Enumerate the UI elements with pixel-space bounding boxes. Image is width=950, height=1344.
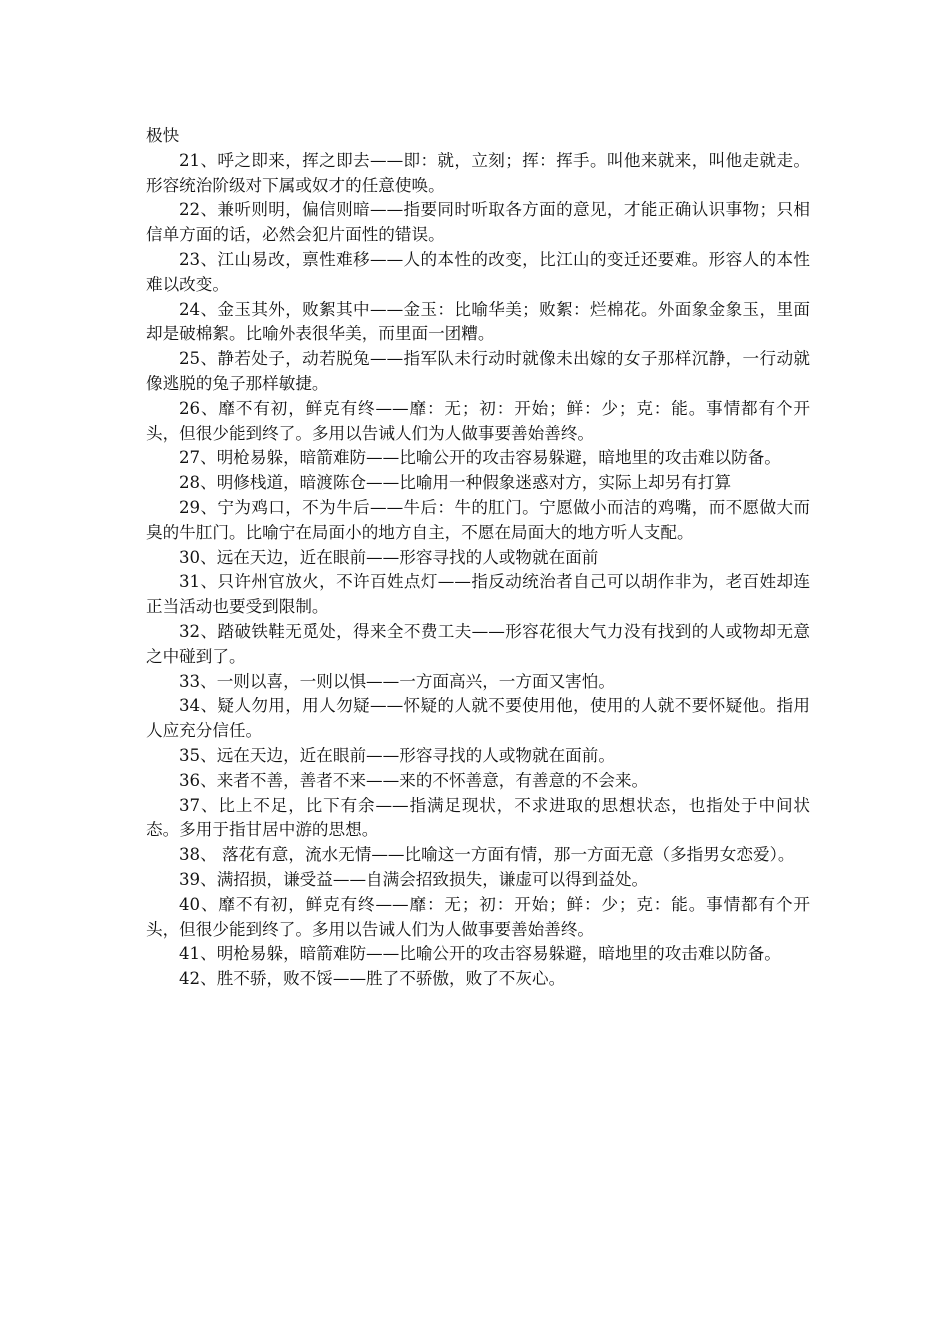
paragraph-continuation: 极快 bbox=[146, 126, 180, 145]
idiom-entry-28: 28、明修栈道，暗渡陈仓——比喻用一种假象迷惑对方，实际上却另有打算 bbox=[179, 473, 732, 493]
idiom-entry-41: 41、明枪易躲，暗箭难防——比喻公开的攻击容易躲避，暗地里的攻击难以防备。 bbox=[179, 944, 781, 964]
idiom-entry-25: 25、静若处子，动若脱兔——指军队未行动时就像未出嫁的女子那样沉静，一行动就像逃脱的兔子那样敏捷。 bbox=[146, 349, 810, 393]
idiom-entry-36: 36、来者不善，善者不来——来的不怀善意，有善意的不会来。 bbox=[179, 770, 649, 790]
idiom-entry-31: 31、只许州官放火，不许百姓点灯——指反动统治者自己可以胡作非为，老百姓却连正当活动也要受到限制。 bbox=[146, 572, 810, 617]
idiom-entry-37: 37、比上不足，比下有余——指满足现状，不求进取的思想状态，也指处于中间状态。多用于指甘居中游的思想。 bbox=[146, 795, 810, 840]
idiom-entry-35: 35、远在天边，近在眼前——形容寻找的人或物就在面前。 bbox=[179, 745, 615, 765]
idiom-entry-42: 42、胜不骄，败不馁——胜了不骄傲，败了不灰心。 bbox=[179, 969, 566, 989]
idiom-entry-40: 40、靡不有初，鲜克有终——靡：无；初：开始；鲜：少；克：能。事情都有个开头，但很少能到终了。多用以告诫人们为人做事要善始善终。 bbox=[146, 894, 810, 939]
idiom-entry-38: 38、 落花有意，流水无情——比喻这一方面有情，那一方面无意（多指男女恋爱）。 bbox=[179, 845, 795, 865]
idiom-entry-26: 26、靡不有初，鲜克有终——靡：无；初：开始；鲜：少；克：能。事情都有个开头，但很少能到终了。多用以告诫人们为人做事要善始善终。 bbox=[146, 398, 810, 443]
idiom-entry-32: 32、踏破铁鞋无觅处，得来全不费工夫——形容花很大气力没有找到的人或物却无意之中碰到了。 bbox=[146, 621, 810, 666]
idiom-entry-33: 33、一则以喜，一则以惧——一方面高兴，一方面又害怕。 bbox=[179, 671, 615, 691]
idiom-entry-34: 34、疑人勿用，用人勿疑——怀疑的人就不要使用他，使用的人就不要怀疑他。指用人应充分信任。 bbox=[146, 696, 810, 741]
idiom-entry-29: 29、宁为鸡口，不为牛后——牛后：牛的肛门。宁愿做小而洁的鸡嘴，而不愿做大而臭的牛肛门。比喻宁在局面小的地方自主，不愿在局面大的地方听人支配。 bbox=[146, 497, 810, 542]
document-page bbox=[146, 124, 810, 992]
idiom-entry-30: 30、远在天边，近在眼前——形容寻找的人或物就在面前 bbox=[179, 547, 599, 567]
idiom-entry-24: 24、金玉其外，败絮其中——金玉：比喻华美；败絮：烂棉花。外面象金象玉，里面却是破棉絮。比喻外表很华美，而里面一团糟。 bbox=[146, 299, 810, 344]
idiom-entry-21: 21、呼之即来，挥之即去——即：就，立刻；挥：挥手。叫他来就来，叫他走就走。形容统治阶级对下属或奴才的任意使唤。 bbox=[146, 150, 810, 195]
idiom-entry-39: 39、满招损，谦受益——自满会招致损失，谦虚可以得到益处。 bbox=[179, 869, 649, 889]
idiom-entry-23: 23、江山易改，禀性难移——人的本性的改变，比江山的变迁还要难。形容人的本性难以改变。 bbox=[146, 249, 810, 294]
idiom-entry-27: 27、明枪易躲，暗箭难防——比喻公开的攻击容易躲避，暗地里的攻击难以防备。 bbox=[179, 448, 781, 468]
idiom-entry-22: 22、兼听则明，偏信则暗——指要同时听取各方面的意见，才能正确认识事物；只相信单方面的话，必然会犯片面性的错误。 bbox=[146, 200, 810, 245]
